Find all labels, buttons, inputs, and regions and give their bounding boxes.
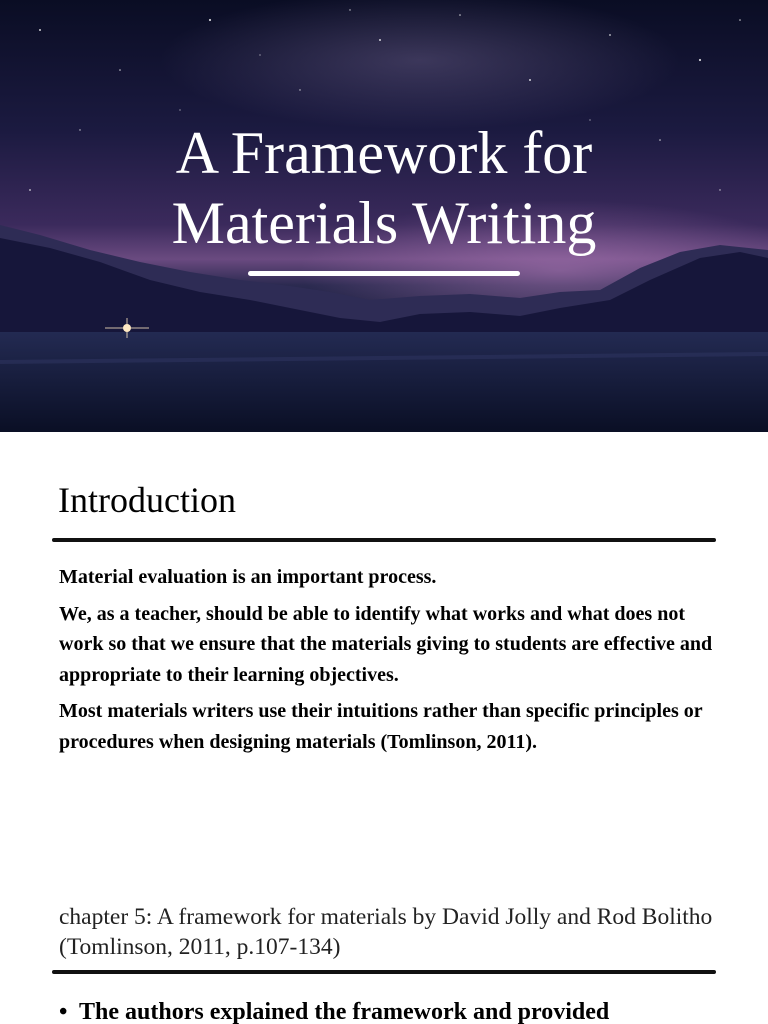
citation-divider bbox=[52, 970, 716, 974]
title-underline bbox=[248, 271, 520, 276]
slide-title bbox=[0, 118, 768, 258]
paragraph-2: We, as a teacher, should be able to identify what works and what does not work so that we ensure that the materials giving to students are effective and appropriate to their learning objectives. bbox=[59, 602, 713, 686]
title-slide bbox=[0, 0, 768, 432]
bullet-text: The authors explained the framework and provided bbox=[79, 999, 610, 1024]
intro-paragraphs bbox=[59, 562, 719, 763]
section-heading: Introduction bbox=[58, 480, 236, 520]
paragraph-3: Most materials writers use their intuitions rather than specific principles or procedures when designing materials (Tomlinson, 2011). bbox=[59, 700, 703, 753]
slide-title-line-1: A Framework for bbox=[175, 120, 593, 186]
bullet-item bbox=[59, 996, 759, 1024]
bullet-marker: • bbox=[59, 999, 68, 1024]
chapter-citation: chapter 5: A framework for materials by David Jolly and Rod Bolitho (Tomlinson, 2011, p.107-134) bbox=[59, 904, 713, 960]
slide-title-line-2: Materials Writing bbox=[171, 190, 597, 256]
heading-divider bbox=[52, 538, 716, 542]
paragraph-1: Material evaluation is an important process. bbox=[59, 566, 437, 588]
